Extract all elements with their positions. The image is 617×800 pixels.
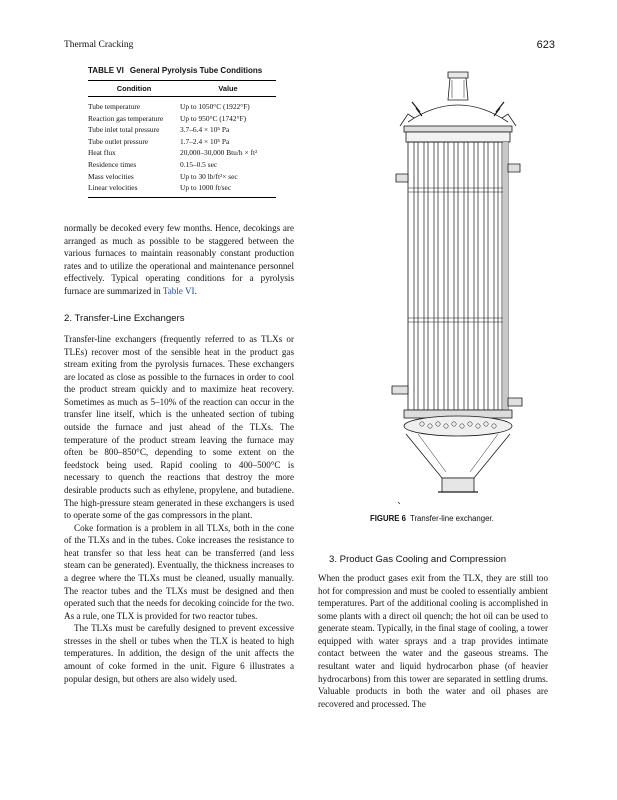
table-cell: 0.15–0.5 sec bbox=[180, 159, 218, 169]
paragraph-tlx-design: The TLXs must be carefully designed to prevent excessive stresses in the shell or tubes when the TLX is heated to high temperatures. In addition, the design of the unit affects the amount of coke formed in the unit. Figure 6 illustrates a popular design, but others are also widely used. bbox=[64, 623, 294, 684]
table-header-row bbox=[88, 81, 276, 97]
figure-label: FIGURE 6 bbox=[370, 514, 406, 523]
table-vi-link[interactable]: Table VI bbox=[162, 285, 195, 296]
section-heading-product-gas: 3. Product Gas Cooling and Compression bbox=[329, 554, 507, 565]
table-row bbox=[88, 147, 276, 159]
table-cell: Up to 30 lb/ft²× sec bbox=[180, 171, 238, 181]
paragraph-product-gas-cooling: When the product gases exit from the TLX, they are still too hot for compression and must be cooled to essentially ambient temperatures. Part of the additional cooling is accomplished in some plants with a direct oil quench; the hot oil can be used to generate steam. Typically, in the final stage of cooling, a tower equipped with water sprays and a trap provides intimate contact between the water and the gaseous streams. The resultant water and liquid hydrocarbon phase (of heavier hydrocarbons) from this tower are separated in settling drums. Valuable products in both the water and oil phases are recovered and processed. The bbox=[318, 573, 548, 709]
section-2-text-block bbox=[64, 333, 294, 685]
table-cell: Up to 950°C (1742°F) bbox=[180, 113, 247, 123]
conditions-table bbox=[88, 80, 276, 198]
table-row bbox=[88, 124, 276, 136]
table-cell: Tube temperature bbox=[88, 102, 141, 111]
table-cell: Reaction gas temperature bbox=[88, 113, 164, 123]
running-header: Thermal Cracking bbox=[64, 40, 134, 50]
table-row bbox=[88, 159, 276, 171]
table-cell: 20,000–30,000 Btu/h × ft² bbox=[180, 148, 258, 158]
table-cell: Heat flux bbox=[88, 148, 116, 158]
table-row bbox=[88, 136, 276, 148]
paragraph-tlx-intro: Transfer-line exchangers (frequently referred to as TLXs or TLEs) recover most of the sensible heat in the product gas stream exiting from the pyrolysis furnaces. These exchangers are located as close as possible to the furnaces in order to cool the product stream quickly and to maximize heat recovery. Sometimes as much as 5–10% of the reaction can occur in the transfer line itself, which is the unheated section of tubing outside the furnace and just ahead of the TLXs. The temperature of the product stream leaving the furnace may often be 800–850°C, depending to some extent on the feedstock being used. Rapid cooling to 400–500°C is necessary to quench the reactions that destroy the more desirable products such as ethylene, propylene, and butadiene. The high-pressure steam generated in these exchangers is used to operate some of the gas compressors in the plant. bbox=[64, 334, 294, 521]
table-title bbox=[88, 66, 276, 75]
intro-paragraph: normally be decoked every few months. Hence, decokings are arranged as much as possible to be staggered between the various furnaces to maintain reasonably constant production rates and to utilize the operational and maintenance personnel effectively. Typical operating conditions for a pyrolysis furnace are summarized in Table VI. bbox=[64, 223, 294, 296]
table-cell: Tube inlet total pressure bbox=[88, 125, 160, 135]
table-cell: Linear velocities bbox=[88, 182, 180, 197]
column-header-condition: Condition bbox=[88, 81, 180, 97]
table-cell: Residence times bbox=[88, 159, 137, 169]
table-vi bbox=[88, 66, 276, 198]
table-cell: 1.7–2.4 × 10⁵ Pa bbox=[180, 136, 230, 146]
intro-text-block bbox=[64, 222, 294, 297]
table-row bbox=[88, 113, 276, 125]
table-row bbox=[88, 97, 276, 113]
table-cell: Tube outlet pressure bbox=[88, 136, 149, 146]
table-cell: Mass velocities bbox=[88, 171, 134, 181]
figure-caption bbox=[370, 514, 494, 523]
table-cell: 3.7–6.4 × 10⁵ Pa bbox=[180, 125, 230, 135]
table-number: TABLE VI bbox=[88, 66, 124, 75]
table-caption: General Pyrolysis Tube Conditions bbox=[129, 66, 263, 75]
transfer-line-exchanger-drawing bbox=[378, 68, 538, 508]
paragraph-coke-formation: Coke formation is a problem in all TLXs, both in the cone of the TLXs and in the tubes. Coke increases the resistance to heat transfer so that less heat can be transferred (and less steam can be generated). Eventually, the thickness increases to a degree where the TLXs must be cleaned, usually manually. The reactor tubes and the TLXs must be designed and then operated such that the needs for decoking coincide for the two. As a rule, one TLX is provided for two reactor tubes. bbox=[64, 522, 294, 621]
page-number: 623 bbox=[536, 39, 555, 51]
table-cell: Up to 1050°C (1922°F) bbox=[180, 102, 250, 111]
section-heading-transfer-line: 2. Transfer-Line Exchangers bbox=[64, 313, 185, 324]
column-header-value: Value bbox=[180, 81, 276, 97]
table-row bbox=[88, 171, 276, 183]
table-row bbox=[88, 182, 276, 197]
figure-caption-text: Transfer-line exchanger. bbox=[409, 514, 494, 523]
table-cell: Up to 1000 ft/sec bbox=[180, 182, 276, 197]
section-3-text-block bbox=[318, 572, 548, 710]
